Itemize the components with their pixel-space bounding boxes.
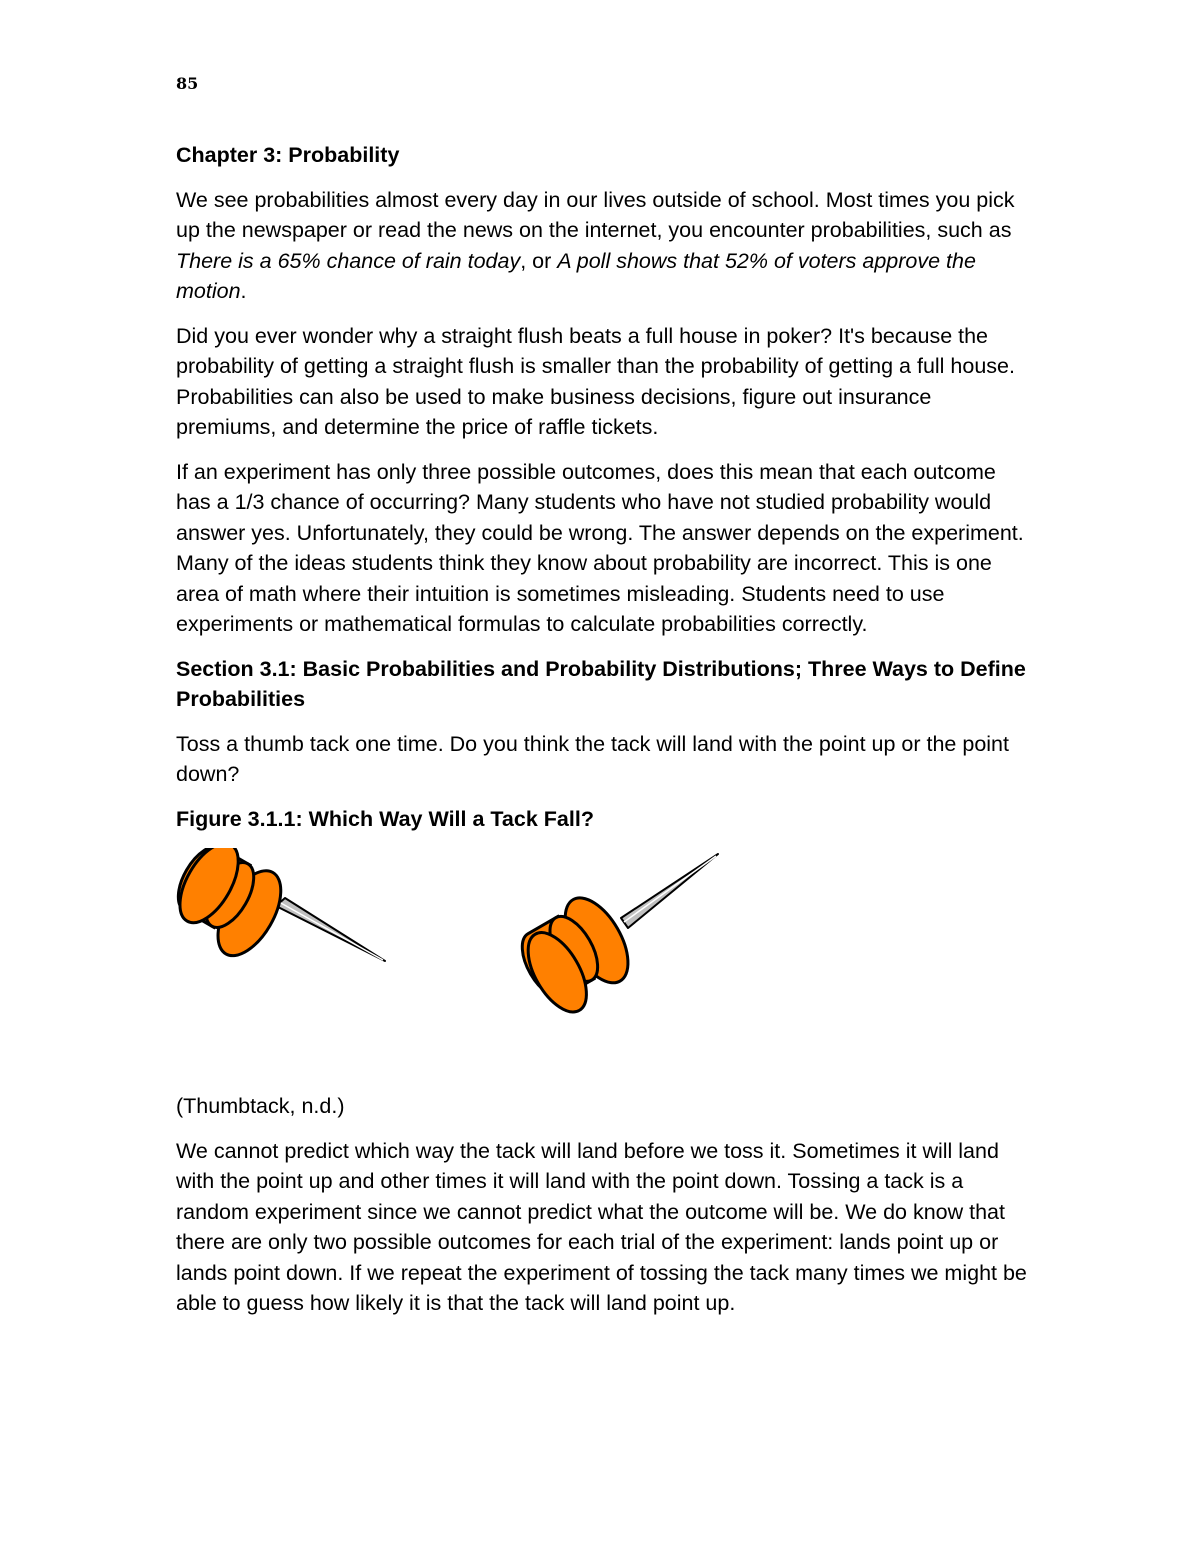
page-content <box>176 140 1036 1333</box>
thumbtack-point-up <box>509 854 718 1022</box>
thumbtack-illustration <box>176 848 1036 1083</box>
thumbtack-figure <box>176 848 1036 1083</box>
intro-text-end: . <box>240 279 247 303</box>
intro-text-start: We see probabilities almost every day in our lives outside of school. Most times you pick up the newspaper or read the news on the internet, you encounter probabilities, such as <box>176 187 1015 242</box>
intro-text-between: , or <box>520 248 558 273</box>
random-experiment-paragraph: We cannot predict which way the tack will land before we toss it. Sometimes it will land with the point up and other times it will land with the point down. Tossing a tack is a random experiment since we cannot predict what the outcome will be. We do know that there are only two possible outcomes for each trial of the experiment: lands point up or lands point down. If we repeat the experiment of tossing the tack many times we might be able to guess how likely it is that the tack will land point up. <box>176 1138 1027 1315</box>
page-number: 85 <box>176 74 199 93</box>
toss-paragraph: Toss a thumb tack one time. Do you think the tack will land with the point up or the point down? <box>176 731 1009 786</box>
chapter-title: Chapter 3: Probability <box>176 143 400 167</box>
section-title: Section 3.1: Basic Probabilities and Probability Distributions; Three Ways to Define Probabilities <box>176 656 1026 711</box>
tack-head <box>176 848 295 966</box>
thumbtack-point-down <box>176 848 385 966</box>
figure-citation: (Thumbtack, n.d.) <box>176 1094 345 1118</box>
poker-paragraph: Did you ever wonder why a straight flush beats a full house in poker? It's because the probability of getting a straight flush is smaller than the probability of getting a full house. Probabilities can also be used to make business decisions, figure out insurance premiums, and determine the price of raffle tickets. <box>176 323 1015 439</box>
intro-rain-example: There is a 65% chance of rain today <box>176 248 521 273</box>
figure-caption: Figure 3.1.1: Which Way Will a Tack Fall? <box>176 806 594 831</box>
tack-head <box>509 888 643 1023</box>
intro-poll-example: A poll shows that 52% of voters approve the motion <box>176 248 976 303</box>
intro-paragraph <box>176 185 1036 307</box>
outcomes-paragraph: If an experiment has only three possible outcomes, does this mean that each outcome has a 1/3 chance of occurring? Many students who have not studied probability would answer yes. Unfortunately, they could be wrong. The answer depends on the experiment. Many of the ideas students think they know about probability are incorrect. This is one area of math where their intuition is sometimes misleading. Students need to use experiments or mathematical formulas to calculate probabilities correctly. <box>176 459 1024 636</box>
